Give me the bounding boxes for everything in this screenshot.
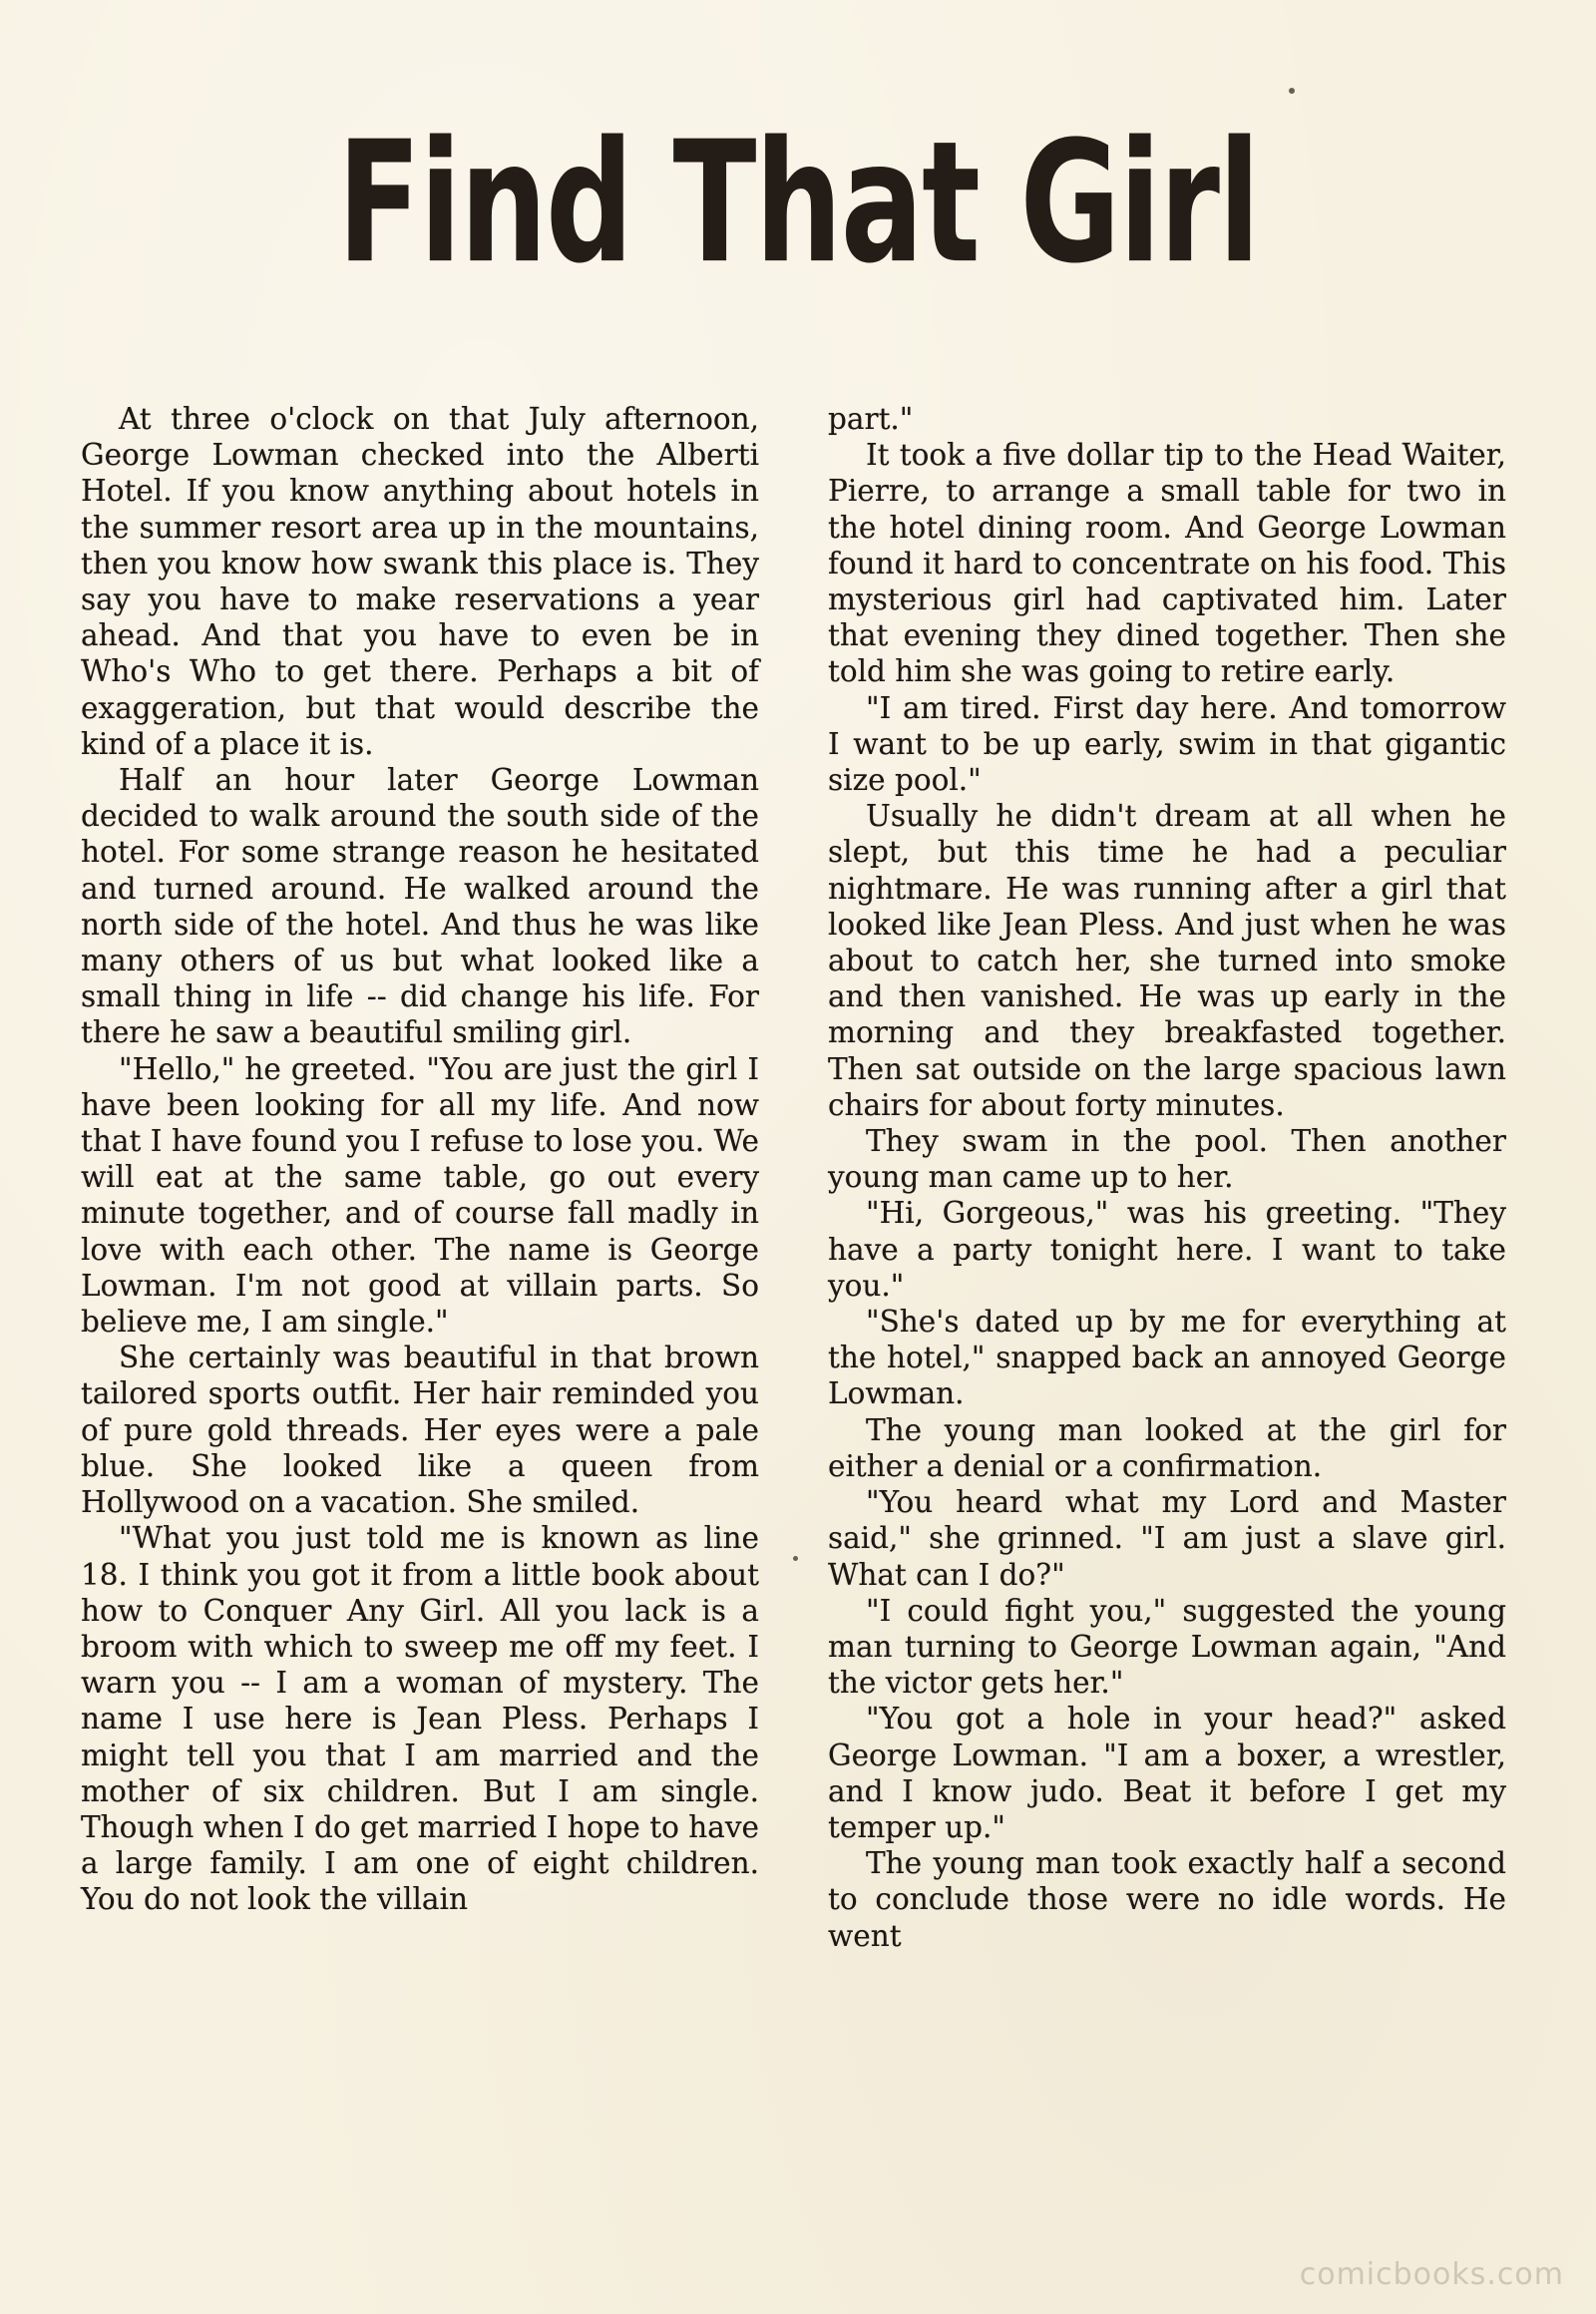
- paragraph: The young man looked at the girl for either a denial or a confirmation.: [828, 1412, 1506, 1483]
- watermark: comicbooks.com: [1299, 2257, 1564, 2292]
- paragraph: "Hello," he greeted. "You are just the girl I have been looking for all my life. And now that I have found you I refuse to lose you. We will eat at the same table, go out every minute together, and of course fall madly in love with each other. The name is George Lowman. I'm not good at villain parts. So believe me, I am single.": [81, 1051, 759, 1340]
- right-column: [828, 401, 1506, 1954]
- paragraph: It took a five dollar tip to the Head Waiter, Pierre, to arrange a small table for two in the hotel dining room. And George Lowman found it hard to concentrate on his food. This mysterious girl had captivated him. Later that evening they dined together. Then she told him she was going to retire early.: [828, 438, 1506, 689]
- paragraph: At three o'clock on that July afternoon, George Lowman checked into the Alberti Hotel. If you know anything about hotels in the summer resort area up in the mountains, then you know how swank this place is. They say you have to make reservations a year ahead. And that you have to even be in Who's Who to get there. Perhaps a bit of exaggeration, but that would describe the kind of a place it is.: [81, 402, 759, 761]
- paragraph: "She's dated up by me for everything at the hotel," snapped back an annoyed George Lowman.: [828, 1305, 1506, 1411]
- paragraph: "I could fight you," suggested the young man turning to George Lowman again, "And the victor gets her.": [828, 1593, 1506, 1701]
- paragraph: "I am tired. First day here. And tomorrow I want to be up early, swim in that gigantic size pool.": [828, 690, 1506, 798]
- paragraph: Half an hour later George Lowman decided to walk around the south side of the hotel. For some strange reason he hesitated and turned around. He walked around the north side of the hotel. And thus he was like many others of us but what looked like a small thing in life -- did change his life. For there he saw a beautiful smiling girl.: [81, 763, 759, 1050]
- ink-speck: [793, 1556, 798, 1561]
- paragraph: "Hi, Gorgeous," was his greeting. "They have a party tonight here. I want to take you.": [828, 1196, 1506, 1303]
- paragraph: "You heard what my Lord and Master said," she grinned. "I am just a slave girl. What can I do?": [828, 1485, 1506, 1592]
- ink-speck: [1289, 88, 1295, 94]
- paragraph: The young man took exactly half a second to conclude those were no idle words. He went: [828, 1846, 1506, 1953]
- left-column: [81, 401, 759, 1918]
- paragraph: "What you just told me is known as line 18. I think you got it from a little book about how to Conquer Any Girl. All you lack is a broom with which to sweep me off my feet. I warn you -- I am a woman of mystery. The name I use here is Jean Pless. Perhaps I might tell you that I am married and the mother of six children. But I am single. Though when I do get married I hope to have a large family. I am one of eight children. You do not look the villain: [81, 1521, 759, 1917]
- paragraph: Usually he didn't dream at all when he slept, but this time he had a peculiar nightmare. He was running after a girl that looked like Jean Pless. And just when he was about to catch her, she turned into smoke and then vanished. He was up early in the morning and they breakfasted together. Then sat outside on the large spacious lawn chairs for about forty minutes.: [828, 799, 1506, 1122]
- paragraph: She certainly was beautiful in that brown tailored sports outfit. Her hair reminded you of pure gold threads. Her eyes were a pale blue. She looked like a queen from Hollywood on a vacation. She smiled.: [81, 1341, 759, 1520]
- paragraph: They swam in the pool. Then another young man came up to her.: [828, 1124, 1506, 1195]
- paragraph: "You got a hole in your head?" asked George Lowman. "I am a boxer, a wrestler, and I know judo. Beat it before I get my temper up.": [828, 1702, 1506, 1844]
- paragraph-continued: part.": [828, 402, 914, 436]
- story-title: Find That Girl: [337, 106, 1259, 301]
